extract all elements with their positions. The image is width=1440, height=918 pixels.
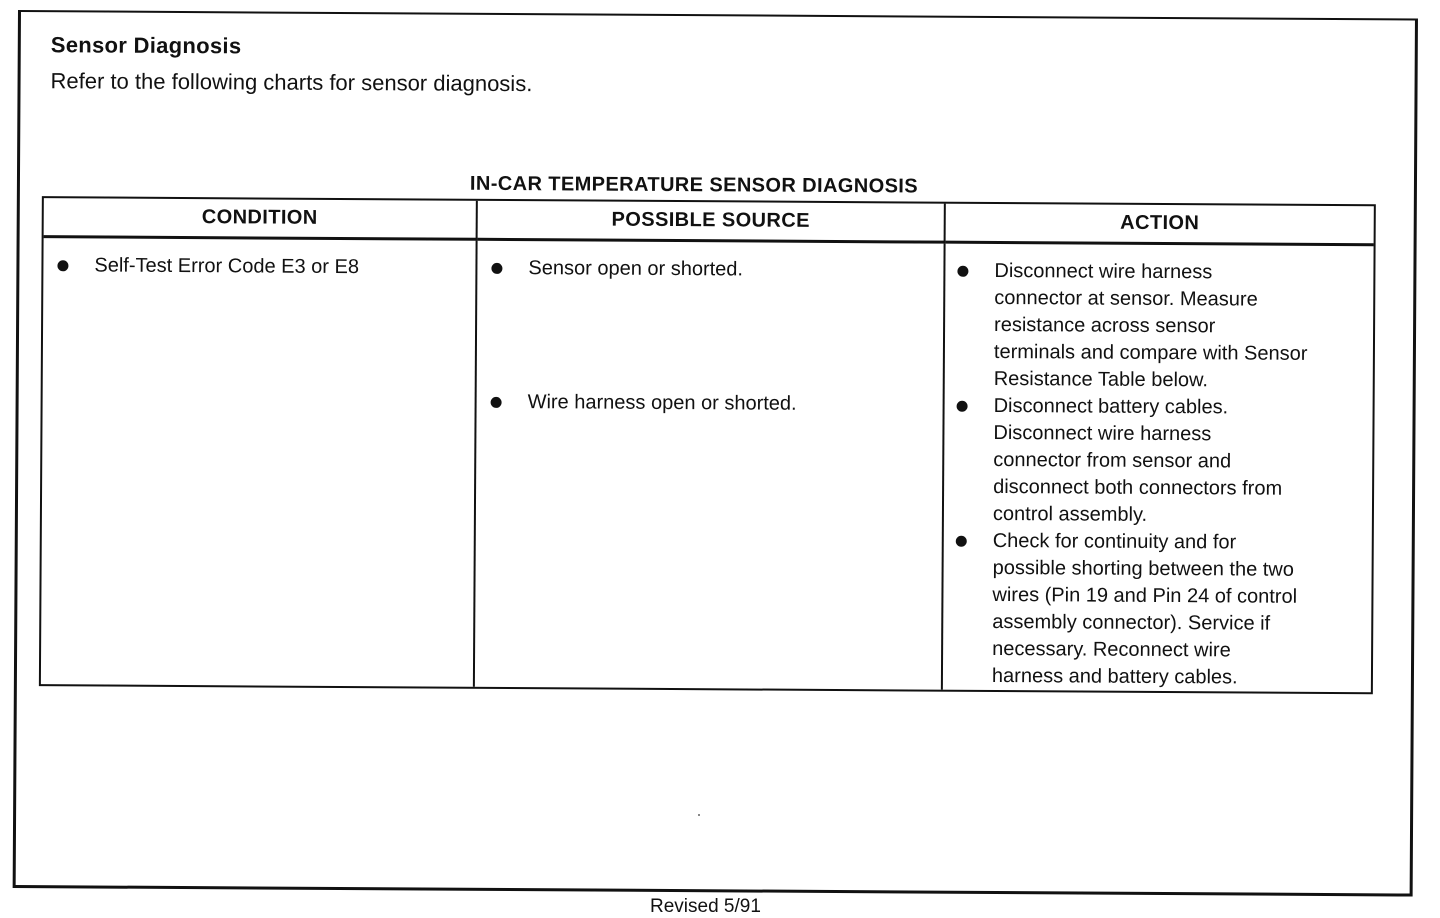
action-text: Disconnect battery cables. Disconnect wire harness connector from sensor and disconnect both connectors from control assembly. (992, 394, 1283, 526)
possible-source-cell (475, 241, 946, 690)
action-text: Check for continuity and for possible shorting between the two wires (Pin 19 and Pin 24 of control assembly connector). Service if necessary. Reconnect wire harness and battery cables. (991, 529, 1298, 689)
source-text: Wire harness open or shorted. (527, 391, 797, 415)
bullet-icon (957, 401, 968, 412)
bullet-icon (57, 260, 68, 271)
bullet-icon (957, 266, 968, 277)
action-cell (943, 244, 1374, 693)
table-title: IN-CAR TEMPERATURE SENSOR DIAGNOSIS (469, 172, 919, 198)
page-border (13, 10, 1418, 897)
diagnosis-table (39, 196, 1376, 694)
source-text: Sensor open or shorted. (528, 257, 744, 281)
bullet-icon (491, 397, 502, 408)
intro-text: Refer to the following charts for sensor diagnosis. (50, 68, 533, 97)
action-item (957, 258, 1308, 395)
column-header-action: ACTION (946, 204, 1374, 247)
column-header-possible-source: POSSIBLE SOURCE (478, 201, 946, 244)
bullet-icon (491, 263, 502, 274)
bullet-icon (956, 536, 967, 547)
condition-text: Self-Test Error Code E3 or E8 (94, 254, 360, 279)
action-text: Disconnect wire harness connector at sensor. Measure resistance across sensor terminals and compare with Sensor Resistance Table below. (993, 259, 1308, 392)
source-item (491, 255, 743, 284)
section-heading: Sensor Diagnosis (50, 32, 242, 59)
scan-speck (698, 814, 700, 816)
action-item (955, 528, 1298, 692)
column-header-condition: CONDITION (44, 198, 478, 241)
action-item (956, 393, 1283, 530)
condition-cell (41, 238, 478, 687)
condition-item (57, 252, 359, 281)
source-item (491, 389, 797, 418)
revision-footer: Revised 5/91 (650, 896, 761, 917)
